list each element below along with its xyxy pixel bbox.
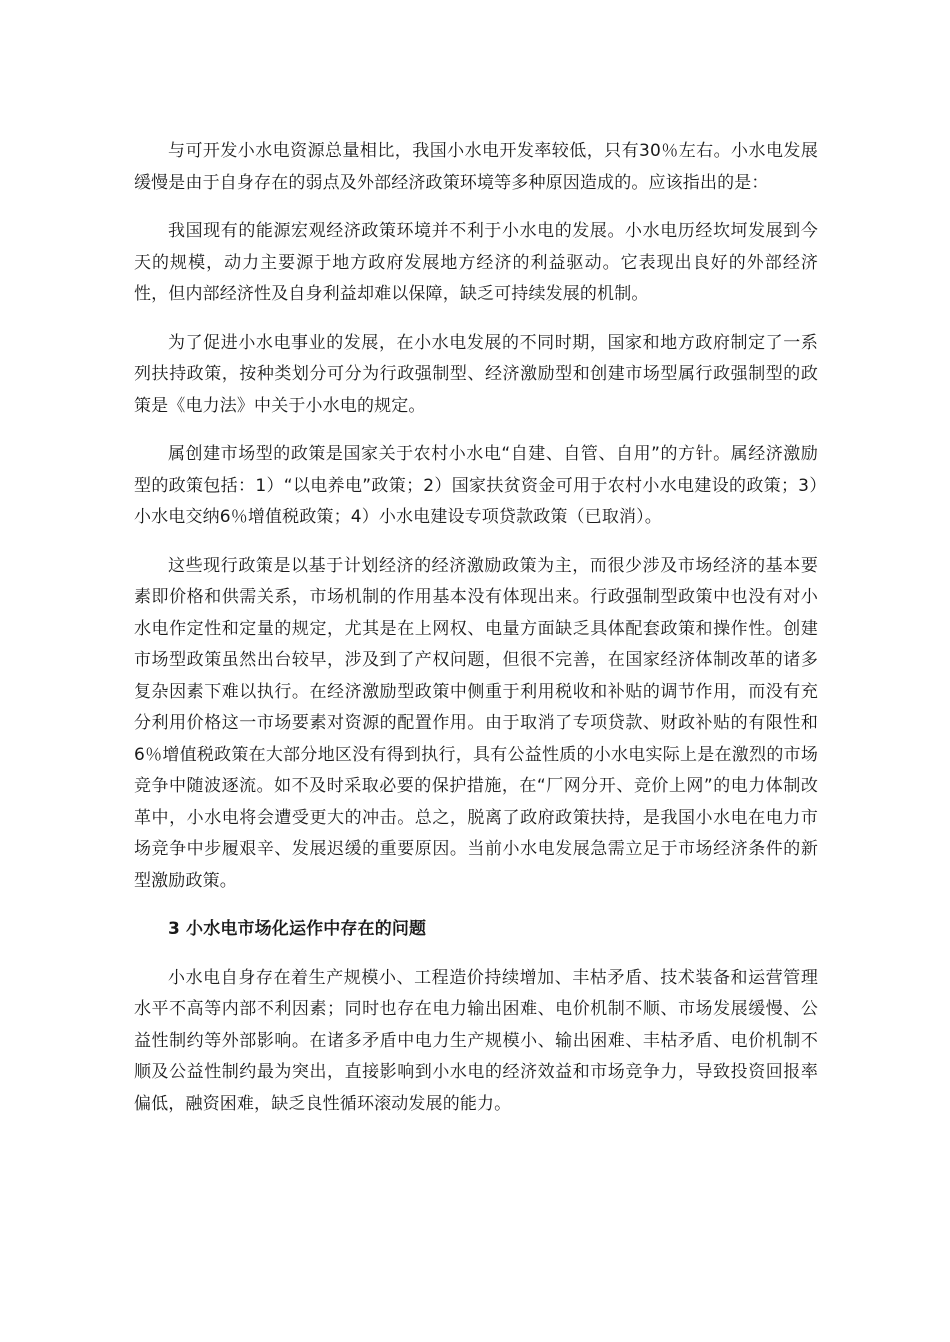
paragraph-policy-types: 属创建市场型的政策是国家关于农村小水电“自建、自管、自用”的方针。属经济激励型的政策包括：1）“以电养电”政策；2）国家扶贫资金可用于农村小水电建设的政策；3）小水电交纳6％增值税政策；4）小水电建设专项贷款政策（已取消）。 (134, 444, 818, 527)
paragraph-support-policies: 为了促进小水电事业的发展，在小水电发展的不同时期，国家和地方政府制定了一系列扶持政策，按种类划分可分为行政强制型、经济激励型和创建市场型属行政强制型的政策是《电力法》中关于小水电的规定。 (134, 332, 818, 416)
section-heading: 3 小水电市场化运作中存在的问题 (168, 919, 427, 939)
document-body (134, 136, 818, 1137)
paragraph-market-problems: 小水电自身存在着生产规模小、工程造价持续增加、丰枯矛盾、技术装备和运营管理水平不高等内部不利因素；同时也存在电力输出困难、电价机制不顺、市场发展缓慢、公益性制约等外部影响。在诸多矛盾中电力生产规模小、输出困难、丰枯矛盾、电价机制不顺及公益性制约最为突出，直接影响到小水电的经济效益和市场竞争力，导致投资回报率偏低，融资困难，缺乏良性循环滚动发展的能力。 (134, 967, 818, 1114)
paragraph-development-rate: 与可开发小水电资源总量相比，我国小水电开发率较低，只有30％左右。小水电发展缓慢是由于自身存在的弱点及外部经济政策环境等多种原因造成的。应该指出的是： (134, 141, 818, 193)
paragraph-policy-environment: 我国现有的能源宏观经济政策环境并不利于小水电的发展。小水电历经坎坷发展到今天的规模，动力主要源于地方政府发展地方经济的利益驱动。它表现出良好的外部经济性，但内部经济性及自身利益却难以保障，缺乏可持续发展的机制。 (134, 221, 818, 304)
paragraph-policy-analysis: 这些现行政策是以基于计划经济的经济激励政策为主，而很少涉及市场经济的基本要素即价格和供需关系，市场机制的作用基本没有体现出来。行政强制型政策中也没有对小水电作定性和定量的规定，尤其是在上网权、电量方面缺乏具体配套政策和操作性。创建市场型政策虽然出台较早，涉及到了产权问题，但很不完善，在国家经济体制改革的诸多复杂因素下难以执行。在经济激励型政策中侧重于利用税收和补贴的调节作用，而没有充分利用价格这一市场要素对资源的配置作用。由于取消了专项贷款、财政补贴的有限性和6％增值税政策在大部分地区没有得到执行，具有公益性质的小水电实际上是在激烈的市场竞争中随波逐流。如不及时采取必要的保护措施，在“厂网分开、竞价上网”的电力体制改革中，小水电将会遭受更大的冲击。总之，脱离了政府政策扶持，是我国小水电在电力市场竞争中步履艰辛、发展迟缓的重要原因。当前小水电发展急需立足于市场经济条件的新型激励政策。 (134, 555, 818, 891)
